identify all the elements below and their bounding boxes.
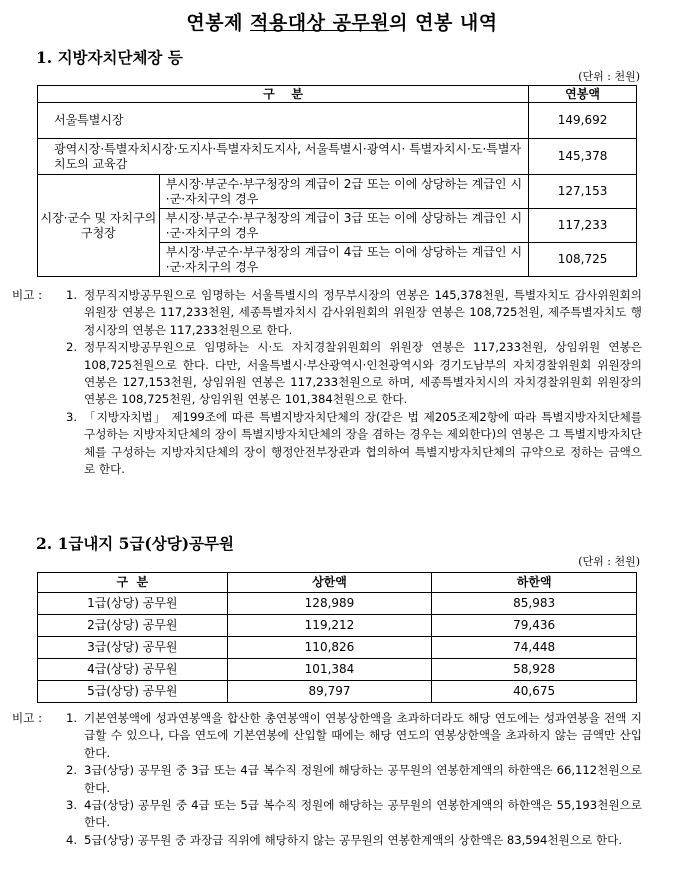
table-row bbox=[38, 659, 637, 681]
header-lower: 하한액 bbox=[432, 573, 637, 593]
page-title: 연봉제 적용대상 공무원의 연봉 내역 bbox=[186, 12, 498, 34]
row-description: 부시장·부군수·부구청장의 계급이 4급 또는 이에 상당하는 계급인 시·군·자치구의 경우 bbox=[159, 243, 528, 277]
note-item: 2. 정무직지방공무원으로 임명하는 시·도 자치경찰위원회의 위원장 연봉은 117,233천원, 상임위원 연봉은 108,725천원으로 한다. 다만, 서울특별시·부산광역시·인천광역시와 경기도남부의 자치경찰위원회 위원장의 연봉은 127,153천원, 상임위원 연봉은 117,233천원으로 하며, 세종특별자치시의 자치경찰위원회 위원장의 연봉은 108,725천원, 상임위원 연봉은 101,384천원으로 한다. bbox=[66, 340, 642, 407]
row-category: 서울특별시장 bbox=[38, 103, 529, 139]
notes-label: 비고 : bbox=[12, 288, 42, 302]
row-lower: 85,983 bbox=[432, 593, 637, 615]
row-category: 3급(상당) 공무원 bbox=[38, 637, 228, 659]
row-lower: 79,436 bbox=[432, 615, 637, 637]
section2-notes bbox=[12, 710, 642, 849]
note-item: 3. 「지방자치법」 제199조에 따른 특별지방자치단체의 장(같은 법 제205조제2항에 따라 특별지방자치단체를 구성하는 지방자치단체의 장이 특별지방자치단체의 장을 겸하는 경우는 제외한다)의 연봉은 그 특별지방자치단체를 구성하는 지방자치단체의 장이 행정안전부장관과 협의하여 특별지방자치단체의 규약으로 정하는 금액으로 한다. bbox=[66, 409, 642, 477]
row-upper: 89,797 bbox=[227, 681, 432, 703]
header-category: 구 분 bbox=[38, 86, 529, 103]
row-salary: 145,378 bbox=[529, 139, 637, 175]
table-row bbox=[38, 681, 637, 703]
row-salary: 117,233 bbox=[529, 209, 637, 243]
row-category: 5급(상당) 공무원 bbox=[38, 681, 228, 703]
notes-label: 비고 : bbox=[12, 711, 42, 725]
header-upper: 상한액 bbox=[227, 573, 432, 593]
row-lower: 74,448 bbox=[432, 637, 637, 659]
section1-notes bbox=[12, 287, 642, 478]
note-item: 2. 3급(상당) 공무원 중 3급 또는 4급 복수직 정원에 해당하는 공무원의 연봉한계액의 하한액은 66,112천원으로 한다. bbox=[66, 763, 642, 795]
table-row bbox=[38, 103, 637, 139]
section1-unit: (단위 : 천원) bbox=[578, 70, 640, 83]
section2-unit: (단위 : 천원) bbox=[578, 555, 640, 568]
row-description: 부시장·부군수·부구청장의 계급이 2급 또는 이에 상당하는 계급인 시·군·자치구의 경우 bbox=[159, 175, 528, 209]
table-header-row bbox=[38, 86, 637, 103]
row-salary: 149,692 bbox=[529, 103, 637, 139]
row-category: 4급(상당) 공무원 bbox=[38, 659, 228, 681]
row-category: 2급(상당) 공무원 bbox=[38, 615, 228, 637]
section1-salary-table bbox=[37, 85, 637, 277]
table-row bbox=[38, 615, 637, 637]
row-upper: 119,212 bbox=[227, 615, 432, 637]
section2-heading: 2. 1급내지 5급(상당)공무원 bbox=[36, 534, 234, 553]
row-category: 1급(상당) 공무원 bbox=[38, 593, 228, 615]
row-upper: 128,989 bbox=[227, 593, 432, 615]
section1-heading: 1. 지방자치단체장 등 bbox=[36, 48, 183, 67]
note-item: 비고 : 1. 기본연봉액에 성과연봉액을 합산한 총연봉액이 연봉상한액을 초과하더라도 해당 연도에는 성과연봉을 전액 지급할 수 있으나, 다음 연도에 기본연봉에 산입할 때에는 해당 연도의 연봉상한액을 초과하지 않는 금액만 산입한다. bbox=[12, 710, 642, 762]
note-item: 3. 4급(상당) 공무원 중 4급 또는 5급 복수직 정원에 해당하는 공무원의 연봉한계액의 하한액은 55,193천원으로 한다. bbox=[66, 798, 642, 830]
table-row bbox=[38, 175, 637, 209]
header-salary: 연봉액 bbox=[529, 86, 637, 103]
row-upper: 110,826 bbox=[227, 637, 432, 659]
group-label: 시장·군수 및 자치구의 구청장 bbox=[38, 175, 160, 277]
row-salary: 108,725 bbox=[529, 243, 637, 277]
table-row bbox=[38, 139, 637, 175]
page-title-underlined: 적용대상 공무원 bbox=[250, 12, 390, 34]
table-header-row bbox=[38, 573, 637, 593]
table-row bbox=[38, 637, 637, 659]
section2-salary-table bbox=[37, 572, 637, 703]
note-item: 비고 : 1. 정무직지방공무원으로 임명하는 서울특별시의 정무부시장의 연봉은 145,378천원, 특별자치도 감사위원회의 위원장 연봉은 117,233천원, 세종특별자치시 감사위원회의 위원장 연봉은 108,725천원, 제주특별자치도 행정시장의 연봉은 117,233천원으로 한다. bbox=[12, 287, 642, 339]
row-lower: 40,675 bbox=[432, 681, 637, 703]
row-salary: 127,153 bbox=[529, 175, 637, 209]
table-row bbox=[38, 593, 637, 615]
header-category: 구 분 bbox=[38, 573, 228, 593]
row-category: 광역시장·특별자치시장·도지사·특별자치도지사, 서울특별시·광역시· 특별자치시·도·특별자치도의 교육감 bbox=[38, 139, 529, 175]
note-item: 4. 5급(상당) 공무원 중 과장급 직위에 해당하지 않는 공무원의 연봉한계액의 상한액은 83,594천원으로 한다. bbox=[66, 832, 622, 847]
row-upper: 101,384 bbox=[227, 659, 432, 681]
row-lower: 58,928 bbox=[432, 659, 637, 681]
row-description: 부시장·부군수·부구청장의 계급이 3급 또는 이에 상당하는 계급인 시·군·자치구의 경우 bbox=[159, 209, 528, 243]
